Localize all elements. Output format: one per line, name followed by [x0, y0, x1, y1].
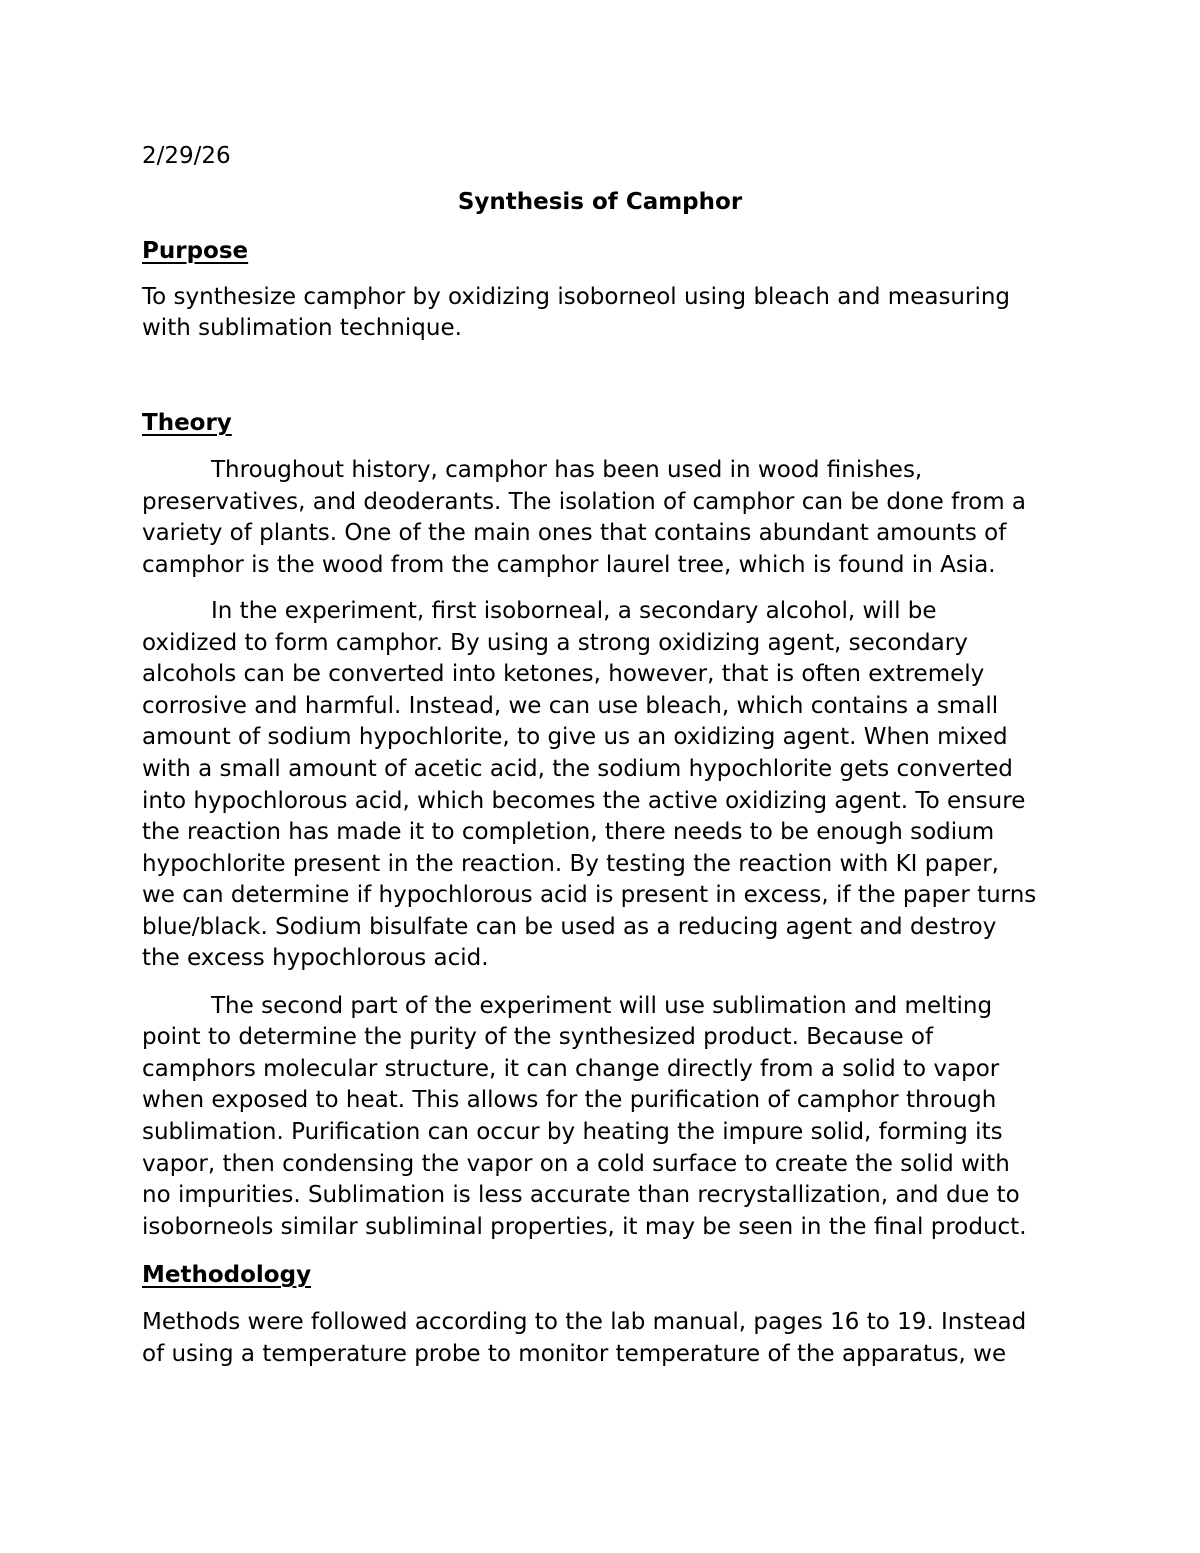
paragraph-line: hypochlorite present in the reaction. By testing the reaction with KI paper,	[142, 851, 999, 877]
paragraph-line: with sublimation technique.	[142, 315, 462, 341]
paragraph-line: the reaction has made it to completion, there needs to be enough sodium	[142, 819, 995, 845]
paragraph-line: alcohols can be converted into ketones, however, that is often extremely	[142, 661, 985, 687]
paragraph-line: sublimation. Purification can occur by heating the impure solid, forming its	[142, 1119, 1003, 1145]
paragraph-line: blue/black. Sodium bisulfate can be used as a reducing agent and destroy	[142, 914, 997, 940]
paragraph-line: camphors molecular structure, it can change directly from a solid to vapor	[142, 1056, 1000, 1082]
paragraph-line: amount of sodium hypochlorite, to give us an oxidizing agent. When mixed	[142, 724, 1008, 750]
paragraph-line: into hypochlorous acid, which becomes the active oxidizing agent. To ensure	[142, 788, 1026, 814]
paragraph-line: The second part of the experiment will use sublimation and melting	[211, 993, 993, 1019]
paragraph-line: when exposed to heat. This allows for the purification of camphor through	[142, 1087, 997, 1113]
paragraph-line: we can determine if hypochlorous acid is present in excess, if the paper turns	[142, 882, 1037, 908]
paragraph-line: camphor is the wood from the camphor laurel tree, which is found in Asia.	[142, 552, 996, 578]
paragraph-line: no impurities. Sublimation is less accurate than recrystallization, and due to	[142, 1182, 1020, 1208]
paragraph-line: of using a temperature probe to monitor temperature of the apparatus, we	[142, 1341, 1007, 1367]
paragraph-line: with a small amount of acetic acid, the sodium hypochlorite gets converted	[142, 756, 1013, 782]
paragraph-line: vapor, then condensing the vapor on a cold surface to create the solid with	[142, 1151, 1010, 1177]
section-heading-theory: Theory	[142, 410, 232, 436]
paragraph-line: preservatives, and deoderants. The isolation of camphor can be done from a	[142, 489, 1027, 515]
paragraph-line: the excess hypochlorous acid.	[142, 945, 489, 971]
paragraph-line: isoborneols similar subliminal properties, it may be seen in the final product.	[142, 1214, 1027, 1240]
paragraph-line: oxidized to form camphor. By using a strong oxidizing agent, secondary	[142, 630, 968, 656]
paragraph-line: To synthesize camphor by oxidizing isoborneol using bleach and measuring	[142, 284, 1011, 310]
paragraph-line: In the experiment, first isoborneal, a secondary alcohol, will be	[211, 598, 937, 624]
paragraph-line: Throughout history, camphor has been used in wood finishes,	[211, 457, 923, 483]
document-date: 2/29/26	[142, 143, 231, 169]
paragraph-line: variety of plants. One of the main ones that contains abundant amounts of	[142, 520, 1007, 546]
section-heading-methodology: Methodology	[142, 1262, 312, 1288]
section-heading-purpose: Purpose	[142, 238, 249, 264]
paragraph-line: corrosive and harmful. Instead, we can use bleach, which contains a small	[142, 693, 999, 719]
paragraph-line: point to determine the purity of the synthesized product. Because of	[142, 1024, 934, 1050]
paragraph-line: Methods were followed according to the lab manual, pages 16 to 19. Instead	[142, 1309, 1027, 1335]
document-title: Synthesis of Camphor	[457, 189, 743, 215]
